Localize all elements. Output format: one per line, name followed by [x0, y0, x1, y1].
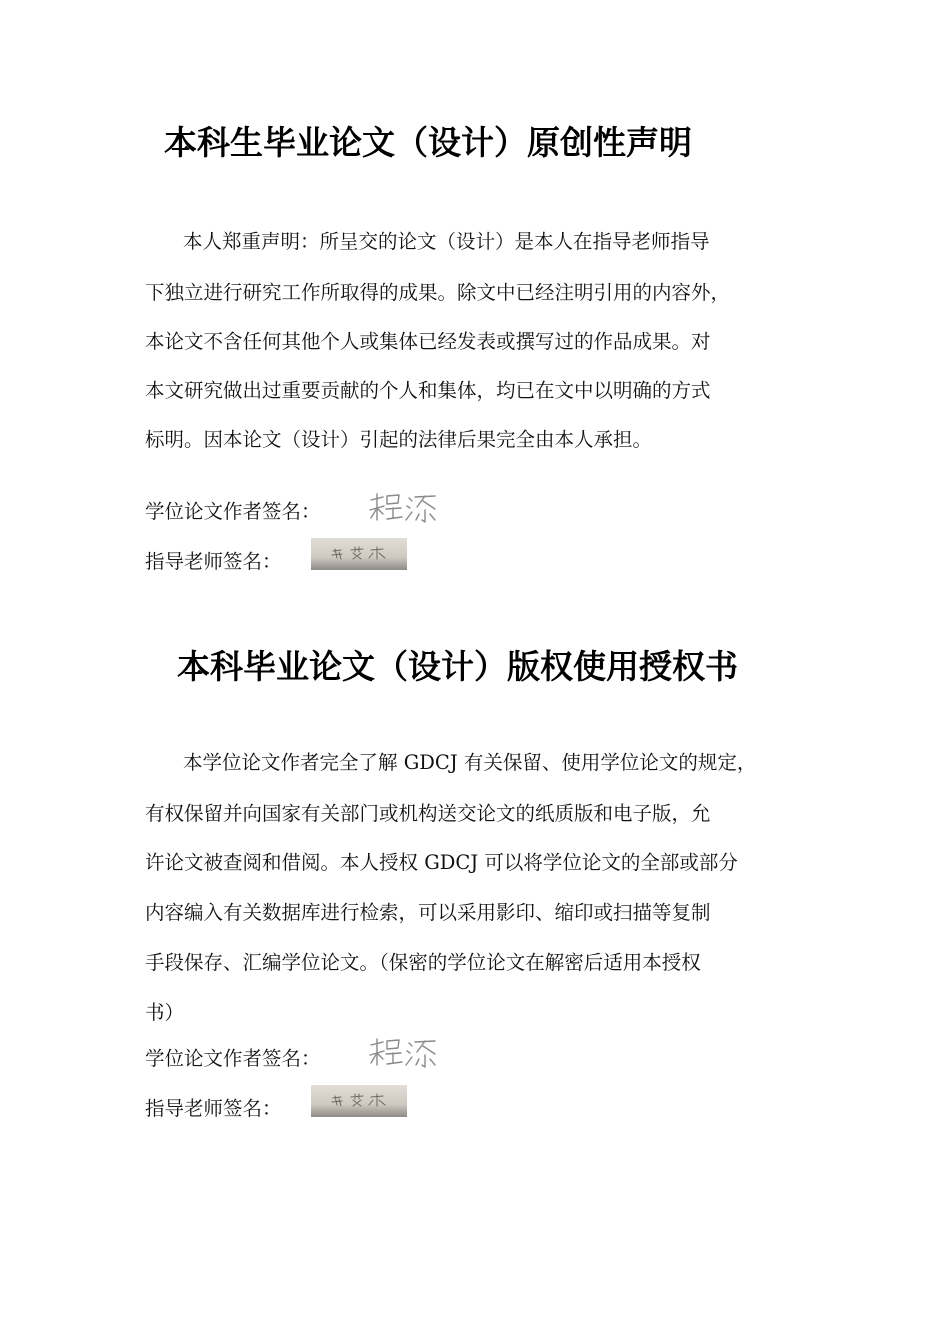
- declaration-line-1: 本人郑重声明：所呈交的论文（设计）是本人在指导老师指导: [183, 230, 710, 253]
- declaration-line-3: 本论文不含任何其他个人或集体已经发表或撰写过的作品成果。对: [145, 330, 711, 353]
- author-signature-label-2: 学位论文作者签名：: [145, 1047, 321, 1070]
- authorization-line-5: 手段保存、汇编学位论文。（保密的学位论文在解密后适用本授权: [145, 951, 701, 974]
- advisor-signature-label-2: 指导老师签名：: [145, 1097, 282, 1120]
- authorization-title: 本科毕业论文（设计）版权使用授权书: [177, 647, 738, 686]
- authorization-line-2: 有权保留并向国家有关部门或机构送交论文的纸质版和电子版，允: [145, 802, 711, 825]
- advisor-signature-label: 指导老师签名：: [145, 550, 282, 573]
- author-signature-label: 学位论文作者签名：: [145, 500, 321, 523]
- authorization-line-1: 本学位论文作者完全了解 GDCJ 有关保留、使用学位论文的规定，: [183, 751, 757, 774]
- author-signature-image: [365, 490, 445, 530]
- authorization-line-6: 书）: [145, 1001, 185, 1024]
- authorization-line-3: 许论文被查阅和借阅。本人授权 GDCJ 可以将学位论文的全部或部分: [145, 851, 738, 874]
- authorization-line-4: 内容编入有关数据库进行检索，可以采用影印、缩印或扫描等复制: [145, 901, 711, 924]
- declaration-line-5: 标明。因本论文（设计）引起的法律后果完全由本人承担。: [145, 428, 653, 451]
- author-signature-image-2: [365, 1035, 445, 1075]
- advisor-signature-image: [311, 538, 407, 570]
- advisor-signature-image-2: [311, 1085, 407, 1117]
- declaration-line-4: 本文研究做出过重要贡献的个人和集体，均已在文中以明确的方式: [145, 379, 711, 402]
- declaration-line-2: 下独立进行研究工作所取得的成果。除文中已经注明引用的内容外，: [145, 281, 731, 304]
- declaration-title: 本科生毕业论文（设计）原创性声明: [164, 123, 692, 162]
